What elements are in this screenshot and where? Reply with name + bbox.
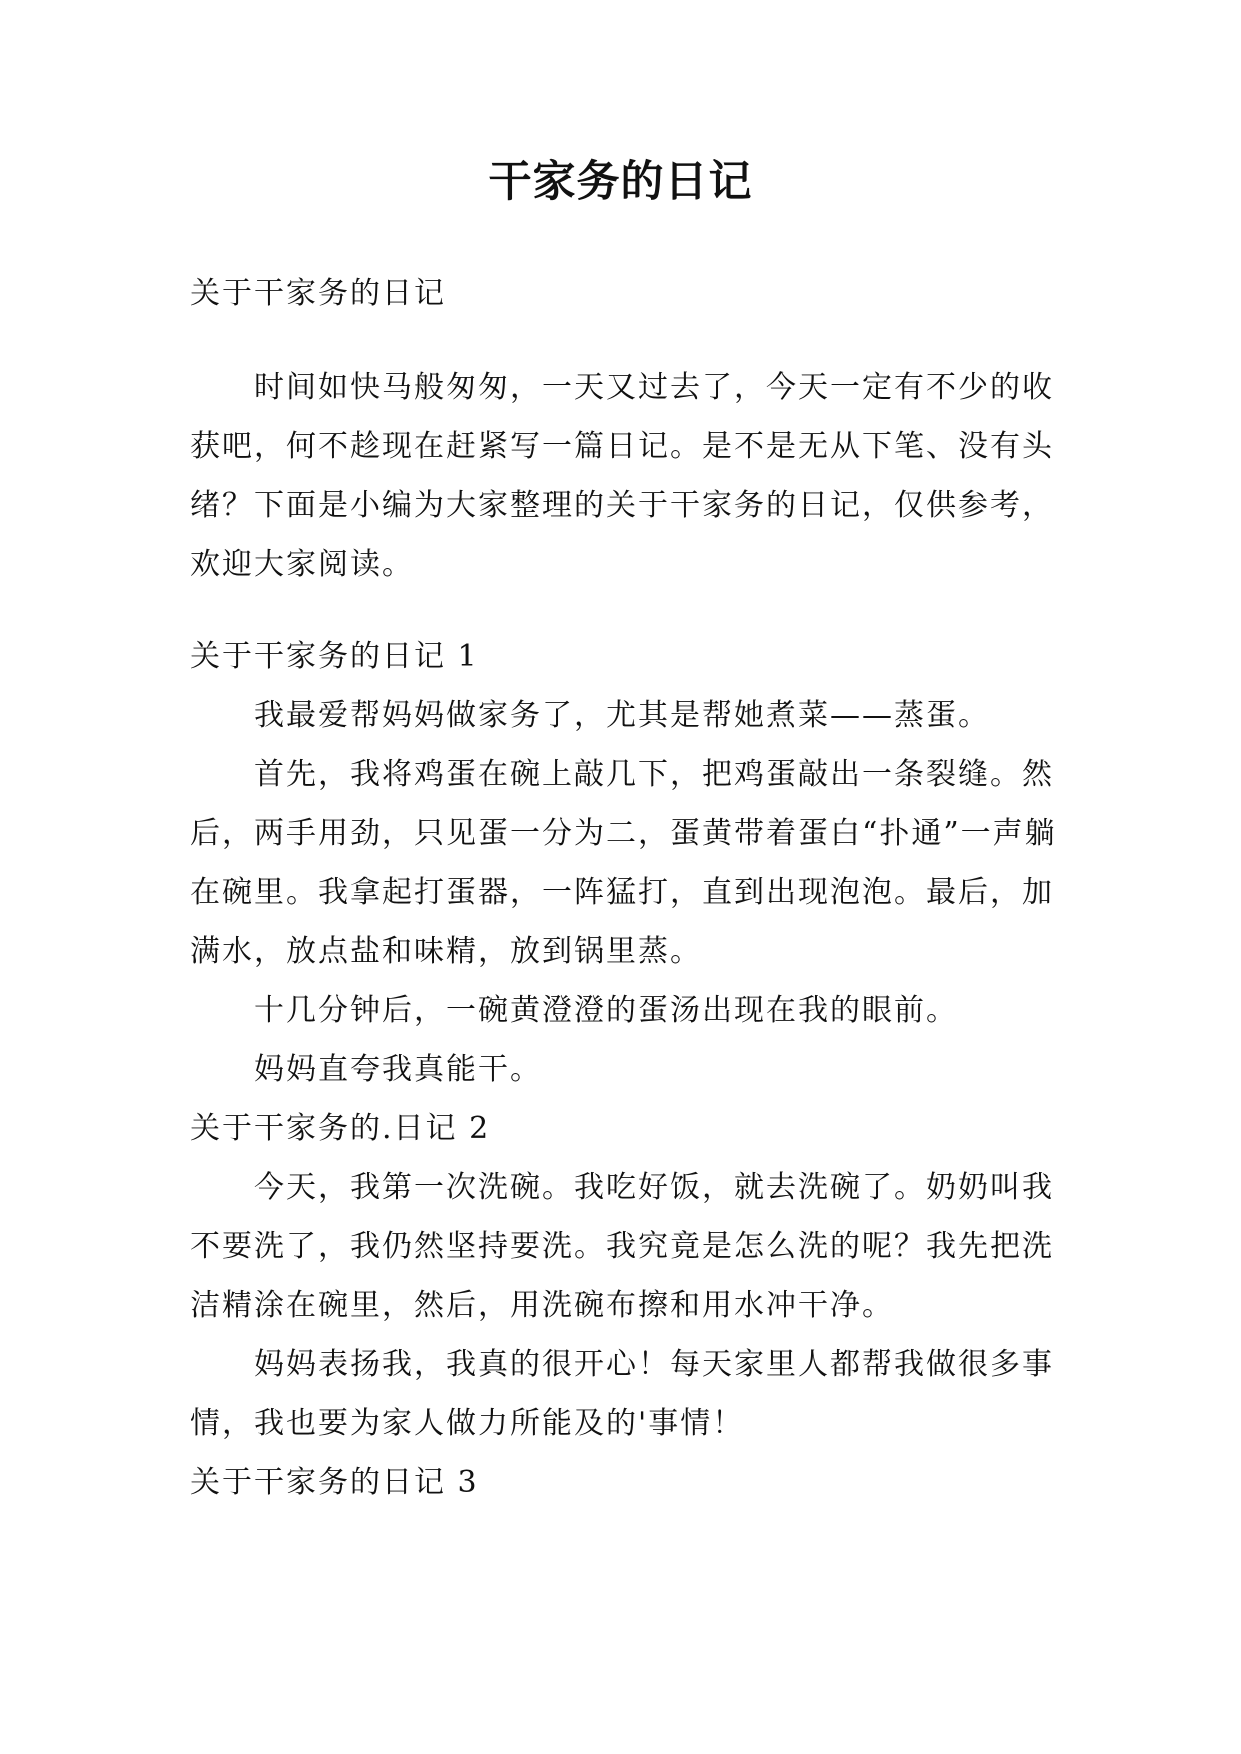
entry-3-heading: 关于干家务的日记 3 [190,1465,479,1500]
entry-1-paragraph-1: 我最爱帮妈妈做家务了，尤其是帮她煮菜——蒸蛋。 [254,698,990,733]
entry-2-paragraph-1: 今天，我第一次洗碗。我吃好饭，就去洗碗了。奶奶叫我不要洗了，我仍然坚持要洗。我究竟是怎么洗的呢？我先把洗洁精涂在碗里，然后，用洗碗布擦和用水冲干净。 [190,1170,1054,1323]
entry-2-paragraph-2: 妈妈表扬我，我真的很开心！每天家里人都帮我做很多事情，我也要为家人做力所能及的'事情！ [190,1347,1054,1441]
entry-1-paragraph-4: 妈妈直夸我真能干。 [254,1052,542,1087]
intro-paragraph: 时间如快马般匆匆，一天又过去了，今天一定有不少的收获吧，何不趁现在赶紧写一篇日记。是不是无从下笔、没有头绪？下面是小编为大家整理的关于干家务的日记，仅供参考，欢迎大家阅读。 [190,370,1054,582]
document-subtitle: 关于干家务的日记 [190,276,446,311]
entry-1-paragraph-3: 十几分钟后，一碗黄澄澄的蛋汤出现在我的眼前。 [254,993,958,1028]
entry-1-heading: 关于干家务的日记 1 [190,639,479,674]
entry-2-heading: 关于干家务的.日记 2 [190,1111,491,1146]
document-title: 干家务的日记 [488,157,753,207]
entry-1-paragraph-2: 首先，我将鸡蛋在碗上敲几下，把鸡蛋敲出一条裂缝。然后，两手用劲，只见蛋一分为二，蛋黄带着蛋白“扑通”一声躺在碗里。我拿起打蛋器，一阵猛打，直到出现泡泡。最后，加满水，放点盐和味精，放到锅里蒸。 [190,757,1057,969]
